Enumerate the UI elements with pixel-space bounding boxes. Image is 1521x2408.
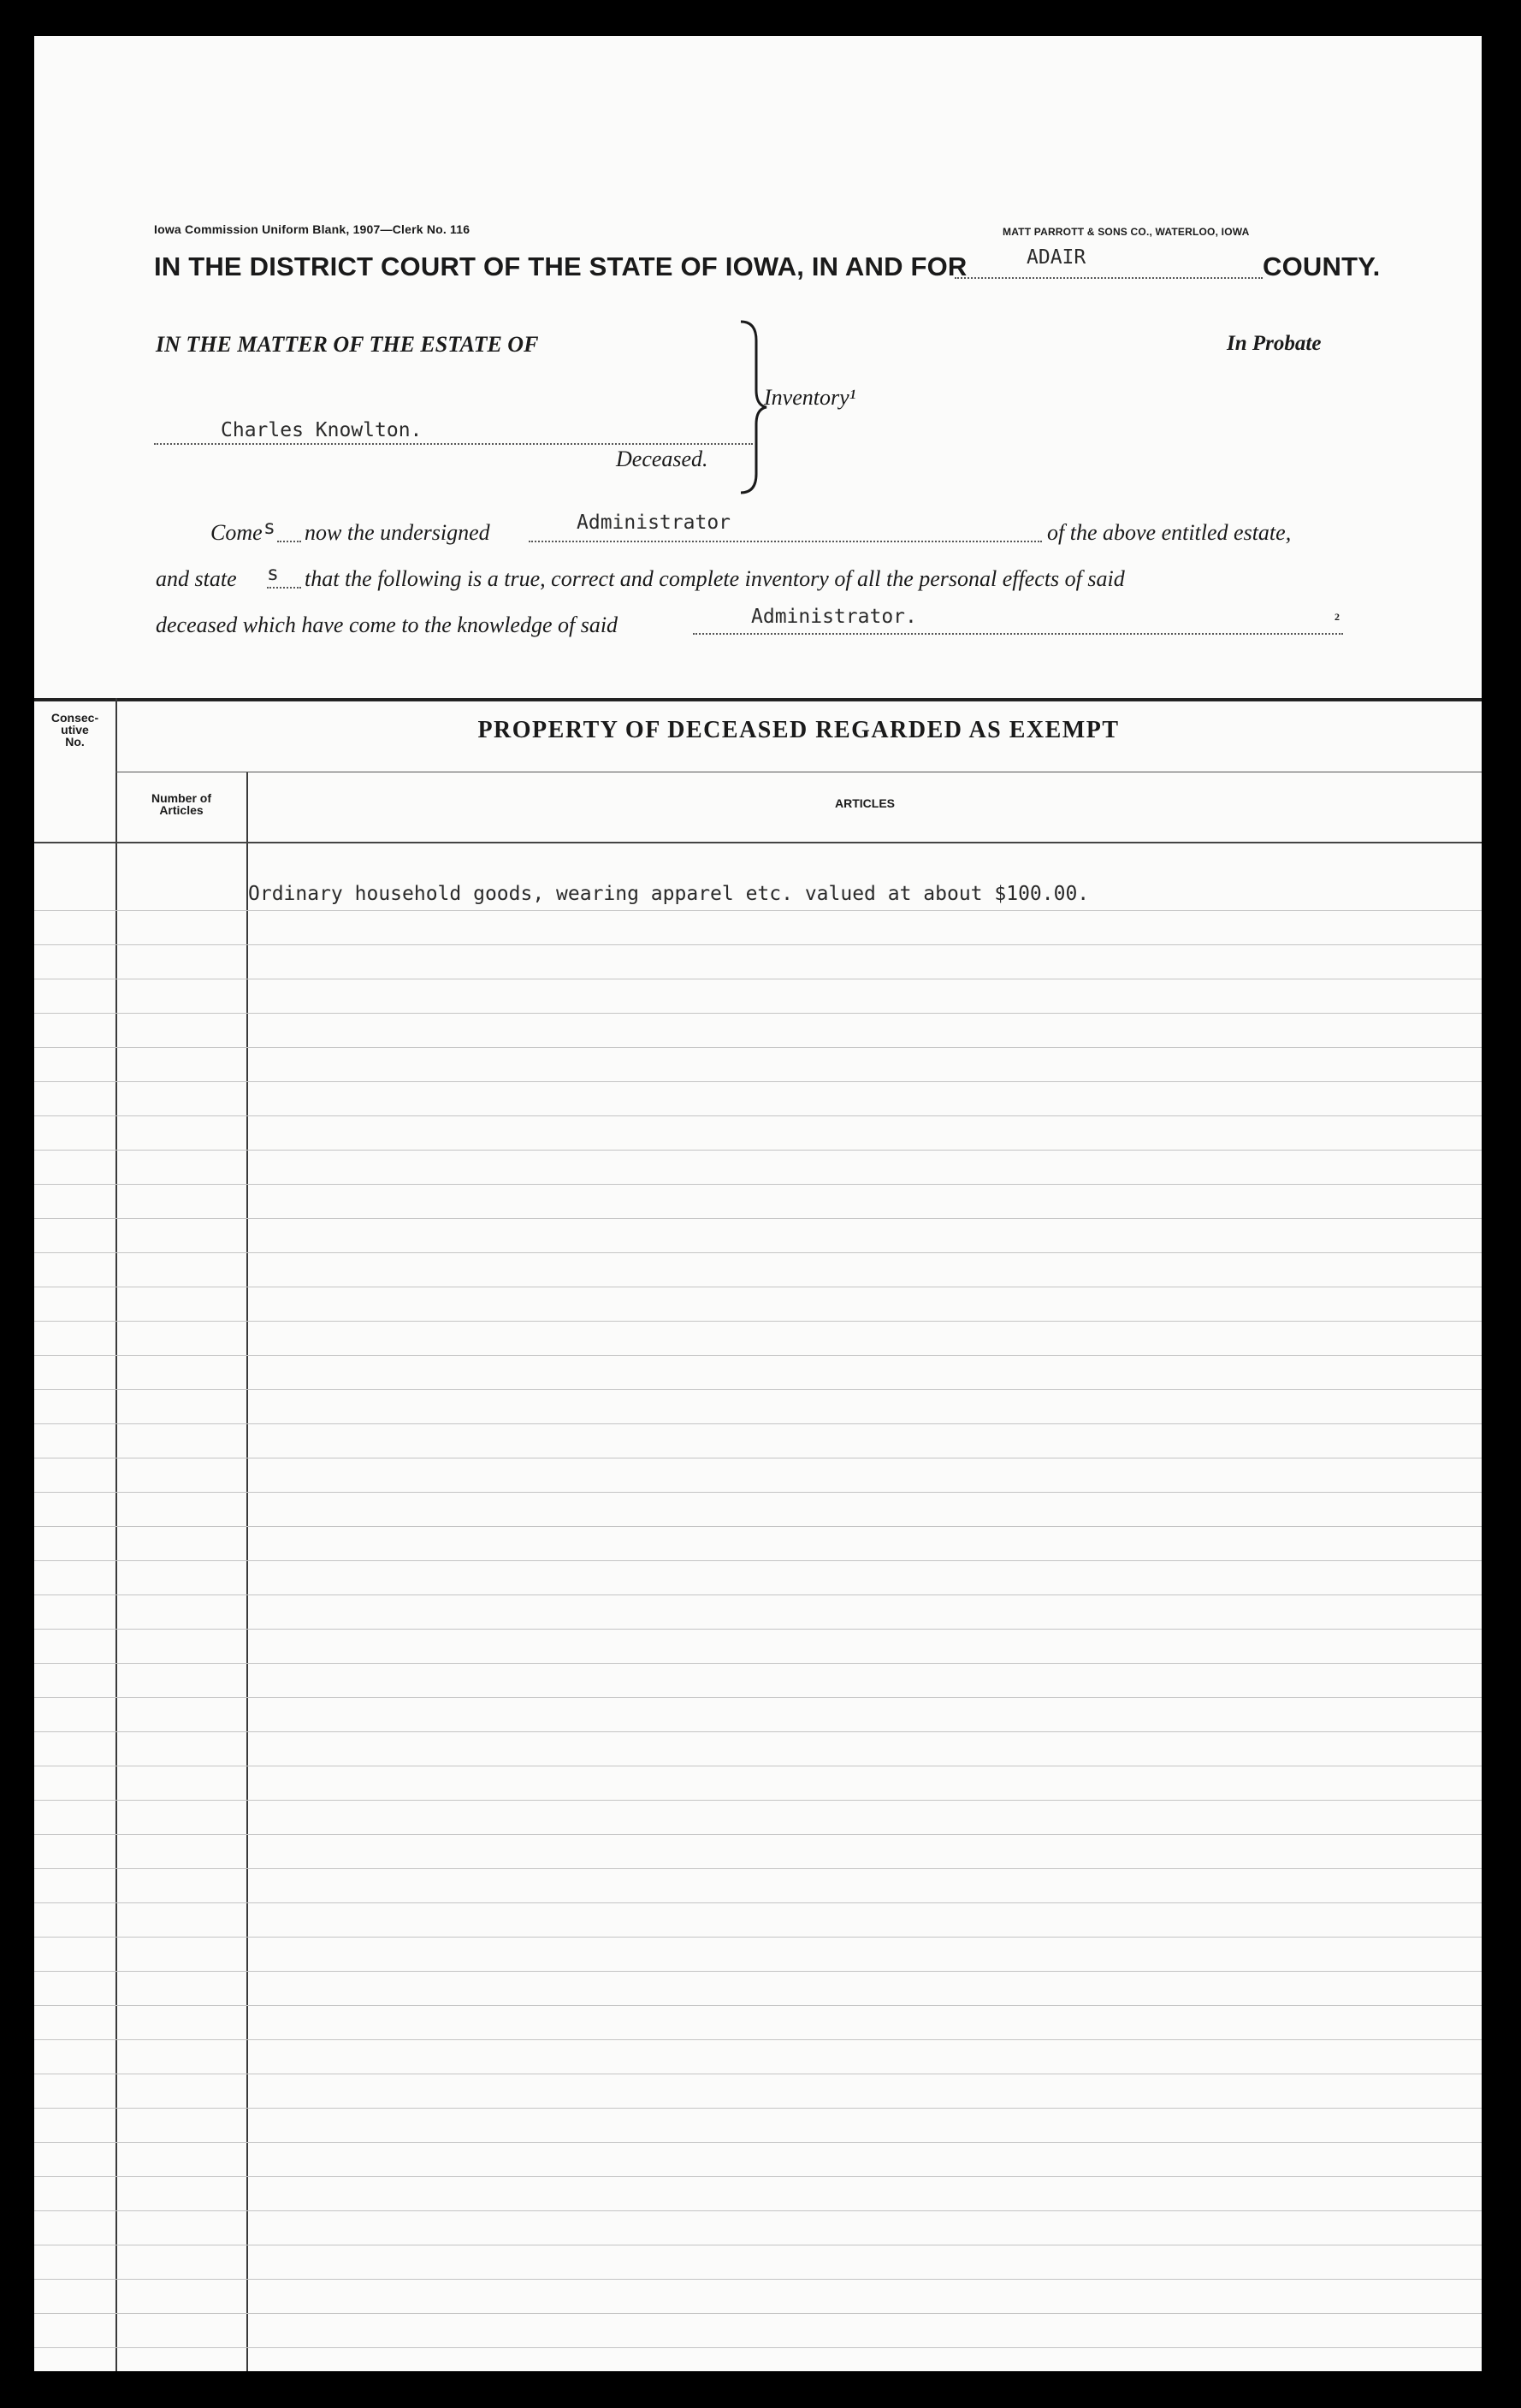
ruled-line xyxy=(34,2039,1482,2040)
county-name: ADAIR xyxy=(1027,246,1086,269)
ruled-line xyxy=(34,1355,1482,1356)
divider-consecutive xyxy=(115,698,117,2371)
ruled-line xyxy=(34,1150,1482,1151)
ruled-line xyxy=(34,2176,1482,2177)
article-text: Ordinary household goods, wearing apparel etc. valued at about $100.00. xyxy=(248,883,1090,905)
ruled-line xyxy=(34,910,1482,911)
statement-text: that the following is a true, correct and complete inventory of all the personal effects of said xyxy=(305,566,1125,591)
statement-undersigned: now the undersigned xyxy=(305,520,490,545)
ruled-line xyxy=(34,944,1482,945)
statement-role-1: Administrator xyxy=(577,512,731,534)
col-number-header: Number of Articles xyxy=(151,791,211,817)
ruled-line xyxy=(34,1047,1482,1048)
ruled-line xyxy=(34,1663,1482,1664)
ruled-line xyxy=(34,1115,1482,1116)
footnote-mark: 2 xyxy=(1335,611,1340,623)
ruled-line xyxy=(34,1731,1482,1732)
matter-label: IN THE MATTER OF THE ESTATE OF xyxy=(156,332,539,357)
ruled-line xyxy=(34,1868,1482,1869)
col-consecutive-header: Consec- utive No. xyxy=(50,711,99,748)
ruled-line xyxy=(34,1013,1482,1014)
ruled-line xyxy=(34,1560,1482,1561)
ruled-line xyxy=(34,1526,1482,1527)
inventory-label: Inventory¹ xyxy=(764,385,856,410)
ruled-line xyxy=(34,1629,1482,1630)
in-probate: In Probate xyxy=(1227,332,1322,355)
ruled-line xyxy=(34,1492,1482,1493)
court-heading: IN THE DISTRICT COURT OF THE STATE OF IOWA, IN AND FOR xyxy=(154,251,968,281)
ruled-line xyxy=(34,1184,1482,1185)
printer-credit: MATT PARROTT & SONS CO., WATERLOO, IOWA xyxy=(1003,226,1250,238)
ruled-line xyxy=(34,2005,1482,2006)
ruled-line xyxy=(34,2108,1482,2109)
table-row xyxy=(248,883,1089,905)
ruled-line xyxy=(34,1697,1482,1698)
form-id: Iowa Commission Uniform Blank, 1907—Clerk No. 116 xyxy=(154,222,471,236)
header-bottom-rule xyxy=(34,842,1482,843)
ruled-line xyxy=(34,1321,1482,1322)
ruled-line xyxy=(34,2313,1482,2314)
statement-and-state: and state xyxy=(156,566,237,591)
deceased-name: Charles Knowlton. xyxy=(221,419,423,441)
ruled-line xyxy=(34,1081,1482,1082)
statement-come-s: s xyxy=(263,517,275,539)
col-articles-header: ARTICLES xyxy=(835,796,895,810)
ruled-line xyxy=(34,1902,1482,1903)
inventory-form-page xyxy=(34,36,1482,2371)
ruled-line xyxy=(34,1218,1482,1219)
ruled-line xyxy=(34,1834,1482,1835)
table-title: PROPERTY OF DECEASED REGARDED AS EXEMPT xyxy=(477,717,1120,743)
table-top-border xyxy=(34,698,1482,701)
ruled-line xyxy=(34,1971,1482,1972)
ruled-line xyxy=(34,1800,1482,1801)
ruled-line xyxy=(34,2347,1482,2348)
ruled-line xyxy=(34,1252,1482,1253)
statement-role-2: Administrator. xyxy=(751,606,917,628)
ruled-line xyxy=(34,1389,1482,1390)
statement-estate: of the above entitled estate, xyxy=(1047,520,1292,545)
ruled-line xyxy=(34,2279,1482,2280)
statement-knowledge: deceased which have come to the knowledge of said xyxy=(156,612,618,637)
divider-number xyxy=(246,772,248,2371)
statement-state-s: s xyxy=(267,563,279,585)
ruled-line xyxy=(34,1937,1482,1938)
ruled-line xyxy=(34,1423,1482,1424)
ruled-line xyxy=(34,2210,1482,2211)
deceased-label: Deceased. xyxy=(616,447,708,471)
ruled-line xyxy=(34,2142,1482,2143)
statement-come: Come xyxy=(210,520,263,545)
ruled-line xyxy=(34,1594,1482,1595)
county-label: COUNTY. xyxy=(1263,251,1381,281)
